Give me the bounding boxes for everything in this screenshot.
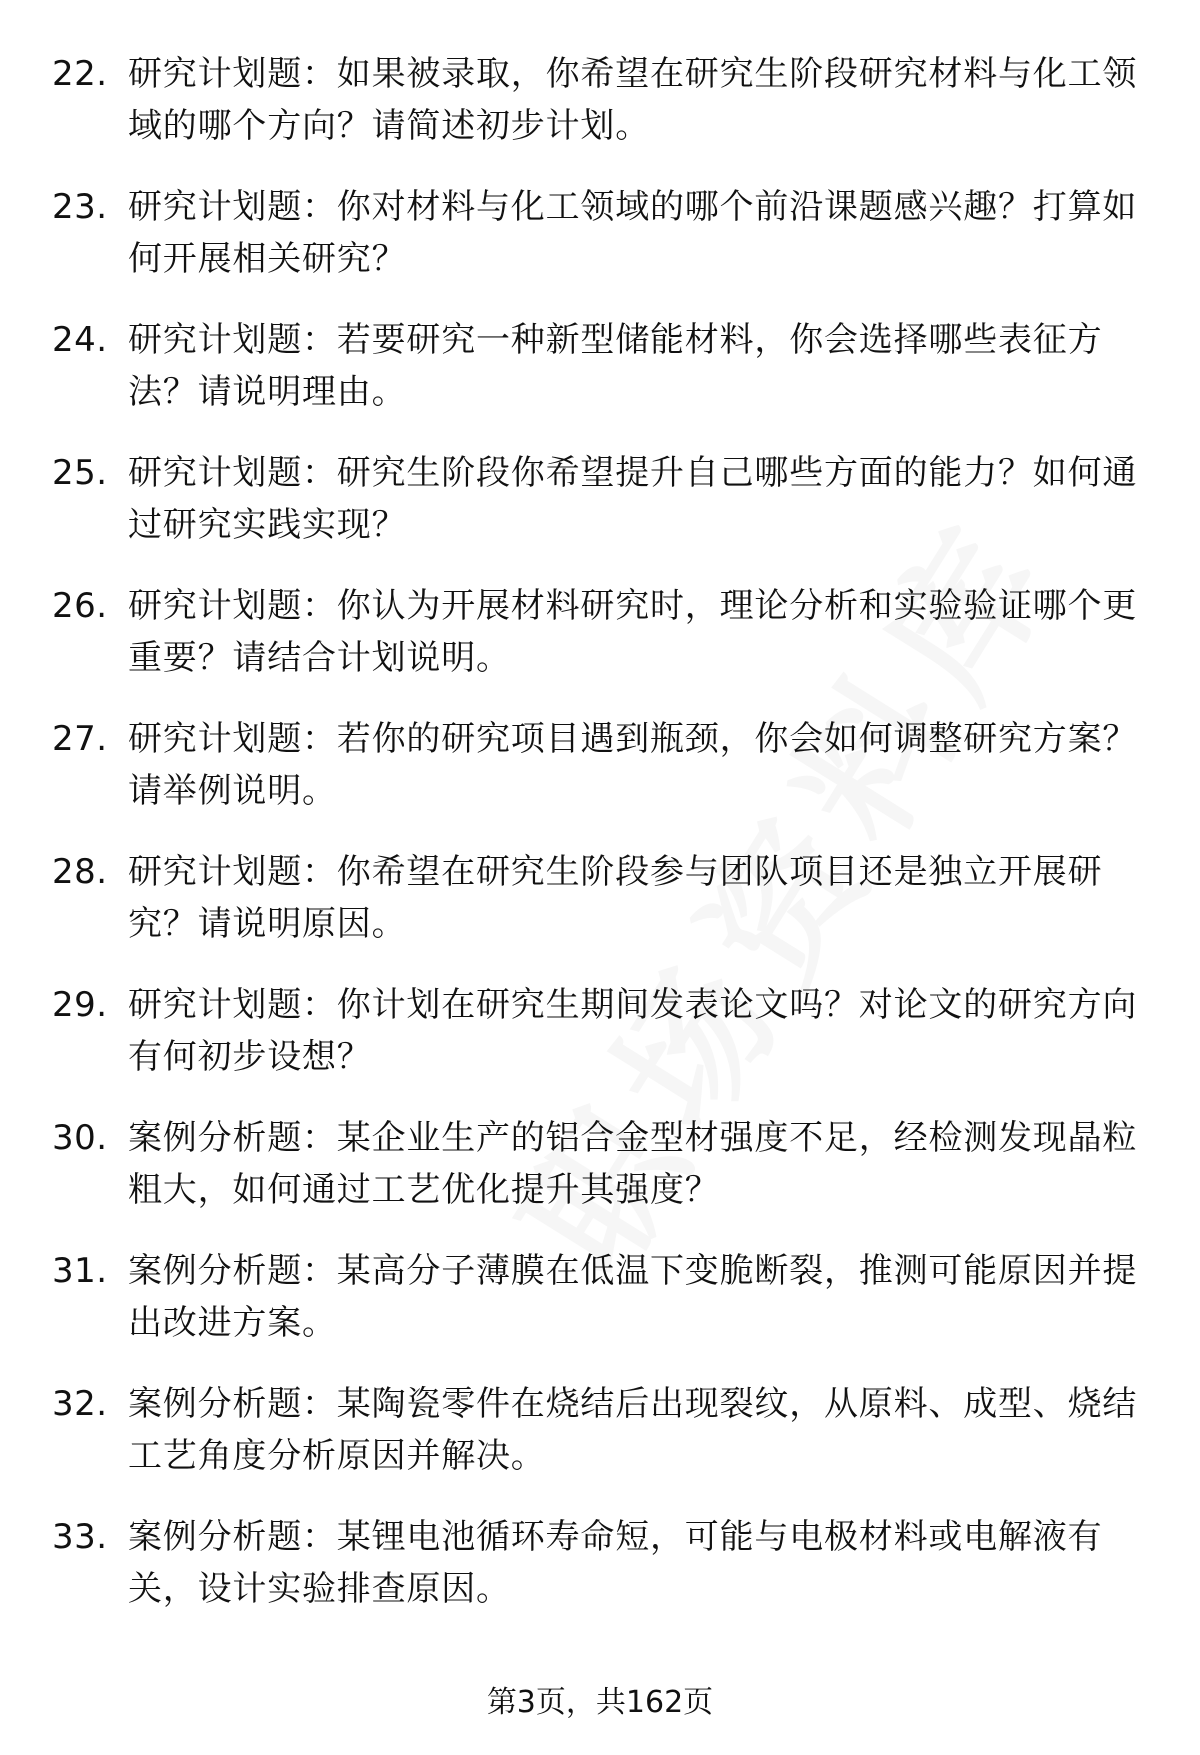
- question-number: 33.: [52, 1517, 108, 1557]
- page-number-label: 第3页，共162页: [486, 1685, 714, 1720]
- question-item: [0, 580, 1200, 713]
- question-number: 26.: [52, 586, 108, 626]
- question-number: 27.: [52, 719, 108, 759]
- question-text: 研究计划题：你计划在研究生期间发表论文吗？对论文的研究方向有何初步设想？: [128, 985, 1138, 1077]
- page-footer: [0, 1683, 1200, 1723]
- question-number: 31.: [52, 1251, 108, 1291]
- question-text: 案例分析题：某高分子薄膜在低温下变脆断裂，推测可能原因并提出改进方案。: [128, 1251, 1138, 1343]
- question-number: 22.: [52, 54, 108, 94]
- question-text: 研究计划题：你认为开展材料研究时，理论分析和实验验证哪个更重要？请结合计划说明。: [128, 586, 1138, 678]
- question-item: [0, 48, 1200, 181]
- question-number: 30.: [52, 1118, 108, 1158]
- question-text: 研究计划题：你对材料与化工领域的哪个前沿课题感兴趣？打算如何开展相关研究？: [128, 187, 1138, 279]
- question-text: 研究计划题：研究生阶段你希望提升自己哪些方面的能力？如何通过研究实践实现？: [128, 453, 1138, 545]
- question-item: [0, 1378, 1200, 1511]
- question-number: 25.: [52, 453, 108, 493]
- question-item: [0, 1511, 1200, 1644]
- question-item: [0, 1112, 1200, 1245]
- question-item: [0, 846, 1200, 979]
- question-text: 研究计划题：如果被录取，你希望在研究生阶段研究材料与化工领域的哪个方向？请简述初步计划。: [128, 54, 1138, 146]
- question-item: [0, 447, 1200, 580]
- question-list: [0, 48, 1200, 1644]
- question-number: 28.: [52, 852, 108, 892]
- question-text: 案例分析题：某锂电池循环寿命短，可能与电极材料或电解液有关，设计实验排查原因。: [128, 1517, 1103, 1609]
- question-number: 23.: [52, 187, 108, 227]
- question-text: 案例分析题：某企业生产的铝合金型材强度不足，经检测发现晶粒粗大，如何通过工艺优化提升其强度？: [128, 1118, 1138, 1210]
- question-item: [0, 314, 1200, 447]
- question-item: [0, 979, 1200, 1112]
- question-text: 案例分析题：某陶瓷零件在烧结后出现裂纹，从原料、成型、烧结工艺角度分析原因并解决。: [128, 1384, 1138, 1476]
- question-item: [0, 1245, 1200, 1378]
- question-text: 研究计划题：你希望在研究生阶段参与团队项目还是独立开展研究？请说明原因。: [128, 852, 1103, 944]
- question-item: [0, 713, 1200, 846]
- question-number: 29.: [52, 985, 108, 1025]
- question-item: [0, 181, 1200, 314]
- question-number: 32.: [52, 1384, 108, 1424]
- question-text: 研究计划题：若你的研究项目遇到瓶颈，你会如何调整研究方案？请举例说明。: [128, 719, 1138, 811]
- question-text: 研究计划题：若要研究一种新型储能材料，你会选择哪些表征方法？请说明理由。: [128, 320, 1103, 412]
- question-number: 24.: [52, 320, 108, 360]
